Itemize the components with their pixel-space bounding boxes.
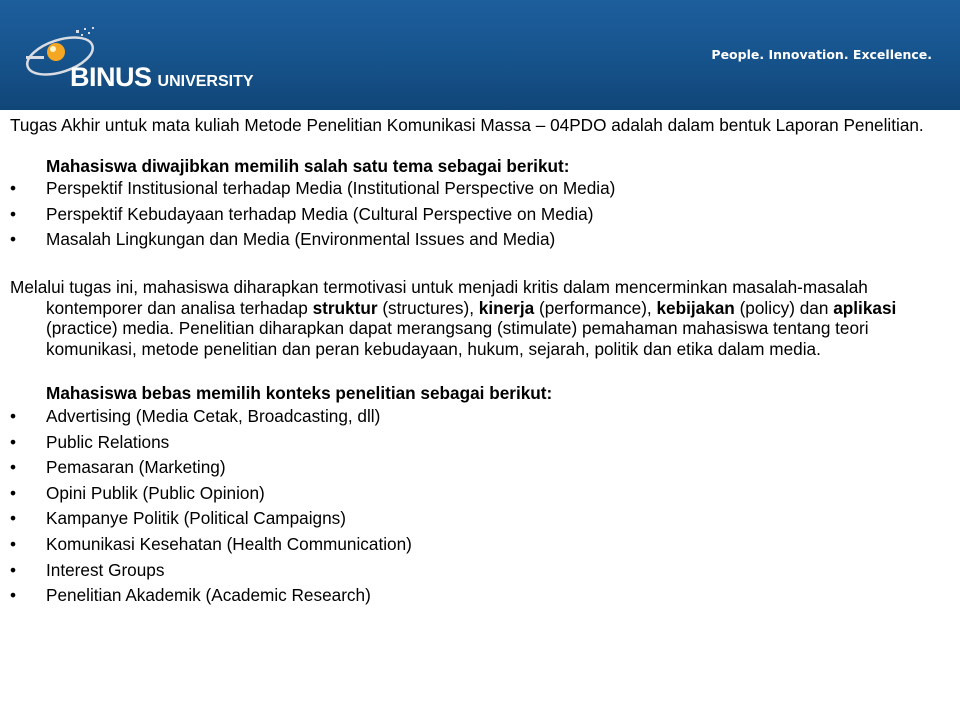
list-item bbox=[10, 202, 940, 228]
list-item bbox=[10, 583, 940, 609]
spacer bbox=[10, 136, 940, 156]
body-text: (performance), bbox=[534, 297, 657, 318]
spacer bbox=[10, 359, 940, 383]
logo-university-text: UNIVERSITY bbox=[157, 73, 254, 90]
list-item bbox=[10, 404, 940, 430]
bullet: • bbox=[10, 457, 17, 478]
contexts-list bbox=[10, 404, 940, 609]
slide-content bbox=[10, 115, 940, 609]
bullet: • bbox=[10, 508, 17, 529]
body-text: Melalui tugas ini, mahasiswa diharapkan termotivasi untuk menjadi kritis dalam mencerminkan masalah-masalah kontemporer dan analisa terhadap bbox=[10, 276, 868, 318]
bullet: • bbox=[10, 585, 17, 606]
theme-text: Perspektif Institusional terhadap Media (Institutional Perspective on Media) bbox=[46, 178, 616, 199]
context-text: Pemasaran (Marketing) bbox=[46, 457, 226, 478]
context-text: Penelitian Akademik (Academic Research) bbox=[46, 585, 371, 606]
theme-text: Perspektif Kebudayaan terhadap Media (Cultural Perspective on Media) bbox=[46, 203, 594, 224]
bullet: • bbox=[10, 203, 17, 224]
body-text: (policy) dan bbox=[734, 297, 834, 318]
context-text: Kampanye Politik (Political Campaigns) bbox=[46, 508, 346, 529]
context-text: Opini Publik (Public Opinion) bbox=[46, 482, 265, 503]
themes-list bbox=[10, 176, 940, 253]
logo-wordmark bbox=[70, 62, 254, 93]
intro-paragraph: Tugas Akhir untuk mata kuliah Metode Penelitian Komunikasi Massa – 04PDO adalah dalam bentuk Laporan Penelitian. bbox=[10, 115, 924, 135]
bullet: • bbox=[10, 405, 17, 426]
body-text: (practice) media. Penelitian diharapkan dapat merangsang (stimulate) pemahaman mahasiswa tentang teori komunikasi, metode penelitian dan peran kebudayaan, hukum, sejarah, politik dan etika dalam media. bbox=[46, 318, 869, 359]
contexts-heading: Mahasiswa bebas memilih konteks penelitian sebagai berikut: bbox=[46, 383, 553, 404]
theme-text: Masalah Lingkungan dan Media (Environmental Issues and Media) bbox=[46, 229, 556, 250]
logo-binus-text: BINUS bbox=[70, 62, 152, 92]
context-text: Public Relations bbox=[46, 431, 170, 452]
body-paragraph bbox=[10, 277, 940, 359]
bullet: • bbox=[10, 431, 17, 452]
bullet: • bbox=[10, 178, 17, 199]
bullet: • bbox=[10, 559, 17, 580]
bold-term: aplikasi bbox=[833, 297, 897, 318]
header-banner bbox=[0, 0, 960, 110]
bullet: • bbox=[10, 482, 17, 503]
bold-term: kebijakan bbox=[656, 297, 735, 318]
bullet: • bbox=[10, 229, 17, 250]
bold-term: kinerja bbox=[478, 297, 535, 318]
list-item bbox=[10, 532, 940, 558]
list-item bbox=[10, 227, 940, 253]
tagline: People. Innovation. Excellence. bbox=[711, 47, 932, 62]
context-text: Interest Groups bbox=[46, 559, 165, 580]
list-item bbox=[10, 558, 940, 584]
themes-heading: Mahasiswa diwajibkan memilih salah satu tema sebagai berikut: bbox=[46, 155, 570, 176]
body-text: (structures), bbox=[377, 297, 479, 318]
spacer bbox=[10, 253, 940, 277]
list-item bbox=[10, 506, 940, 532]
list-item bbox=[10, 176, 940, 202]
context-text: Advertising (Media Cetak, Broadcasting, dll) bbox=[46, 405, 381, 426]
list-item bbox=[10, 481, 940, 507]
list-item bbox=[10, 430, 940, 456]
binus-logo bbox=[18, 22, 278, 102]
list-item bbox=[10, 455, 940, 481]
bold-term: struktur bbox=[312, 297, 378, 318]
context-text: Komunikasi Kesehatan (Health Communication) bbox=[46, 533, 412, 554]
bullet: • bbox=[10, 533, 17, 554]
